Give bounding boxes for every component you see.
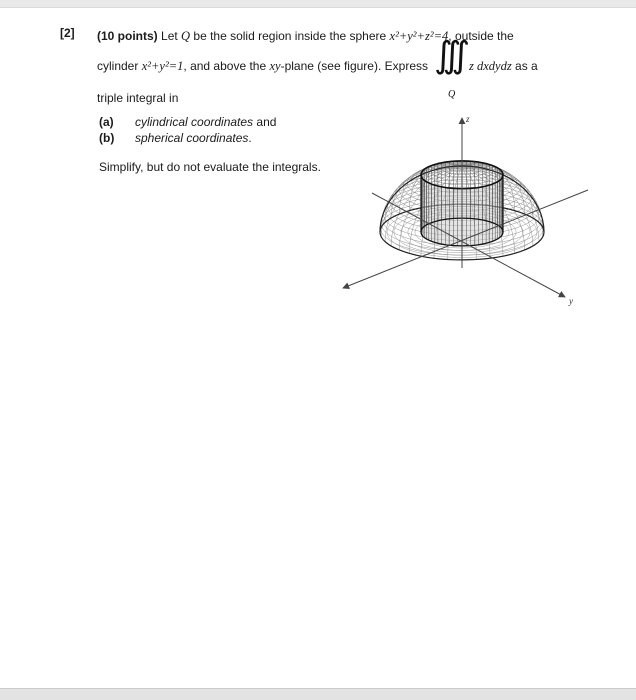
y-axis-label: y	[569, 296, 573, 306]
xy-plane-var: xy	[269, 59, 281, 73]
sphere-equation: x²+y²+z²=4	[389, 29, 449, 43]
item-a-label: (a)	[99, 115, 114, 129]
line1-text-3: , outside the	[448, 29, 514, 43]
window-top-edge	[0, 0, 636, 8]
figure-container	[333, 108, 601, 320]
item-b-text: spherical coordinates	[135, 131, 249, 145]
window-bottom-edge	[0, 688, 636, 700]
integral-glyphs: ∫∫∫	[434, 35, 461, 76]
line2-text-3: -plane (see figure). Express	[280, 59, 428, 73]
line2-text-4: as a	[511, 59, 538, 73]
line2-text-2: , and above the	[183, 59, 270, 73]
problem-number: [2]	[60, 26, 75, 40]
points-label: (10 points)	[97, 29, 162, 43]
line1-text-1: Let	[161, 29, 182, 43]
line2-text-1: cylinder	[97, 59, 142, 73]
integral-subscript-q: Q	[448, 89, 456, 100]
cylinder-equation: x²+y²=1	[141, 59, 184, 73]
problem-text-line-3: triple integral in	[97, 91, 179, 105]
item-a-text: cylindrical coordinates	[135, 115, 254, 129]
z-axis-label: z	[466, 114, 470, 124]
integrand: z dxdydz	[469, 59, 512, 73]
item-b-label: (b)	[99, 131, 115, 145]
figure-3d	[333, 108, 601, 320]
item-a-suffix: and	[253, 115, 277, 129]
list-item-a	[99, 114, 276, 130]
item-b-suffix: .	[248, 131, 252, 145]
var-q: Q	[181, 29, 191, 43]
list-item-b	[99, 130, 252, 146]
closing-instruction: Simplify, but do not evaluate the integrals.	[99, 160, 321, 174]
triple-integral-symbol	[434, 35, 464, 100]
line1-text-2: be the solid region inside the sphere	[190, 29, 390, 43]
